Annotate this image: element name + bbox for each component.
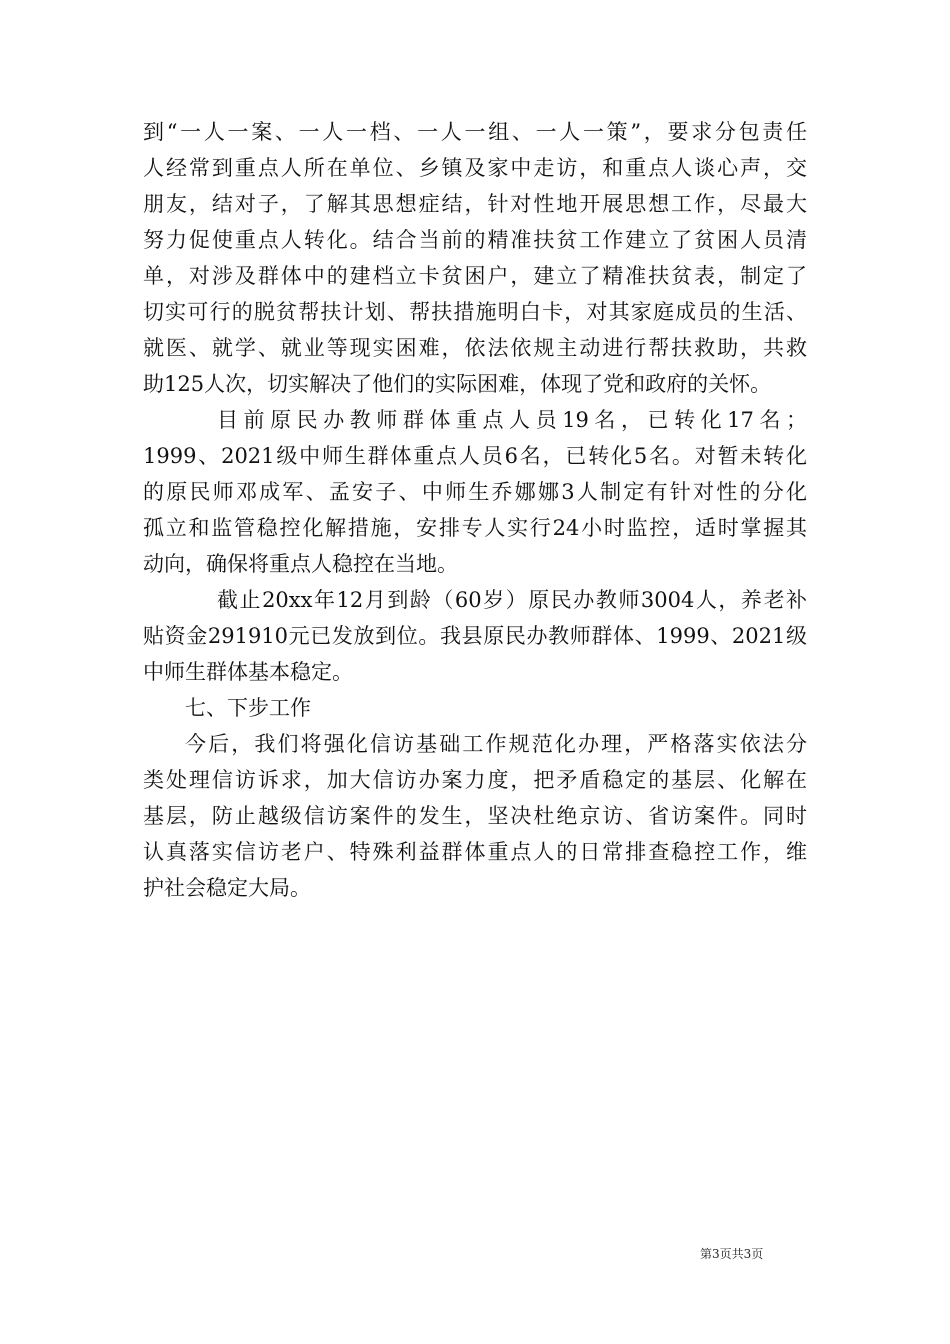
section-heading-next-steps <box>143 690 807 726</box>
text-line: 努力促使重点人转化。结合当前的精准扶贫工作建立了贫困人员清 <box>143 228 807 252</box>
text-line: 单，对涉及群体中的建档立卡贫困户，建立了精准扶贫表，制定了 <box>143 264 807 288</box>
paragraph-future-work <box>143 726 807 906</box>
text-line: 中师生群体基本稳定。 <box>143 660 353 684</box>
text-line: 到“一人一案、一人一档、一人一组、一人一策”，要求分包责任 <box>143 120 807 144</box>
paragraph-pension-subsidy <box>143 582 807 690</box>
text-line: 贴资金291910元已发放到位。我县原民办教师群体、1999、2021级 <box>143 624 807 648</box>
text-line: 助125人次，切实解决了他们的实际困难，体现了党和政府的关怀。 <box>143 372 772 396</box>
text-line: 类处理信访诉求，加大信访办案力度，把矛盾稳定的基层、化解在 <box>143 768 807 792</box>
text-line: 认真落实信访老户、特殊利益群体重点人的日常排查稳控工作，维 <box>143 840 807 864</box>
paragraph-current-status <box>143 402 807 582</box>
text-line: 动向，确保将重点人稳控在当地。 <box>143 552 458 576</box>
text-line: 目前原民办教师群体重点人员19名，已转化17名； <box>217 408 807 432</box>
text-line: 人经常到重点人所在单位、乡镇及家中走访，和重点人谈心声，交 <box>143 156 807 180</box>
paragraph-assistance <box>143 114 807 402</box>
text-line: 1999、2021级中师生群体重点人员6名，已转化5名。对暂未转化 <box>143 444 807 468</box>
text-line: 朋友，结对子，了解其思想症结，针对性地开展思想工作，尽最大 <box>143 192 807 216</box>
text-line: 切实可行的脱贫帮扶计划、帮扶措施明白卡，对其家庭成员的生活、 <box>143 300 807 324</box>
text-line: 基层，防止越级信访案件的发生，坚决杜绝京访、省访案件。同时 <box>143 804 807 828</box>
text-line: 孤立和监管稳控化解措施，安排专人实行24小时监控，适时掌握其 <box>143 516 807 540</box>
text-line: 护社会稳定大局。 <box>143 876 311 900</box>
text-line: 就医、就学、就业等现实困难，依法依规主动进行帮扶救助，共救 <box>143 336 807 360</box>
page-number: 第3页共3页 <box>700 1247 764 1261</box>
document-body <box>143 114 807 906</box>
text-line: 截止20xx年12月到龄（60岁）原民办教师3004人，养老补 <box>217 588 807 612</box>
section-heading: 七、下步工作 <box>185 696 311 720</box>
text-line: 今后，我们将强化信访基础工作规范化办理，严格落实依法分 <box>185 732 807 756</box>
text-line: 的原民师邓成军、孟安子、中师生乔娜娜3人制定有针对性的分化 <box>143 480 807 504</box>
